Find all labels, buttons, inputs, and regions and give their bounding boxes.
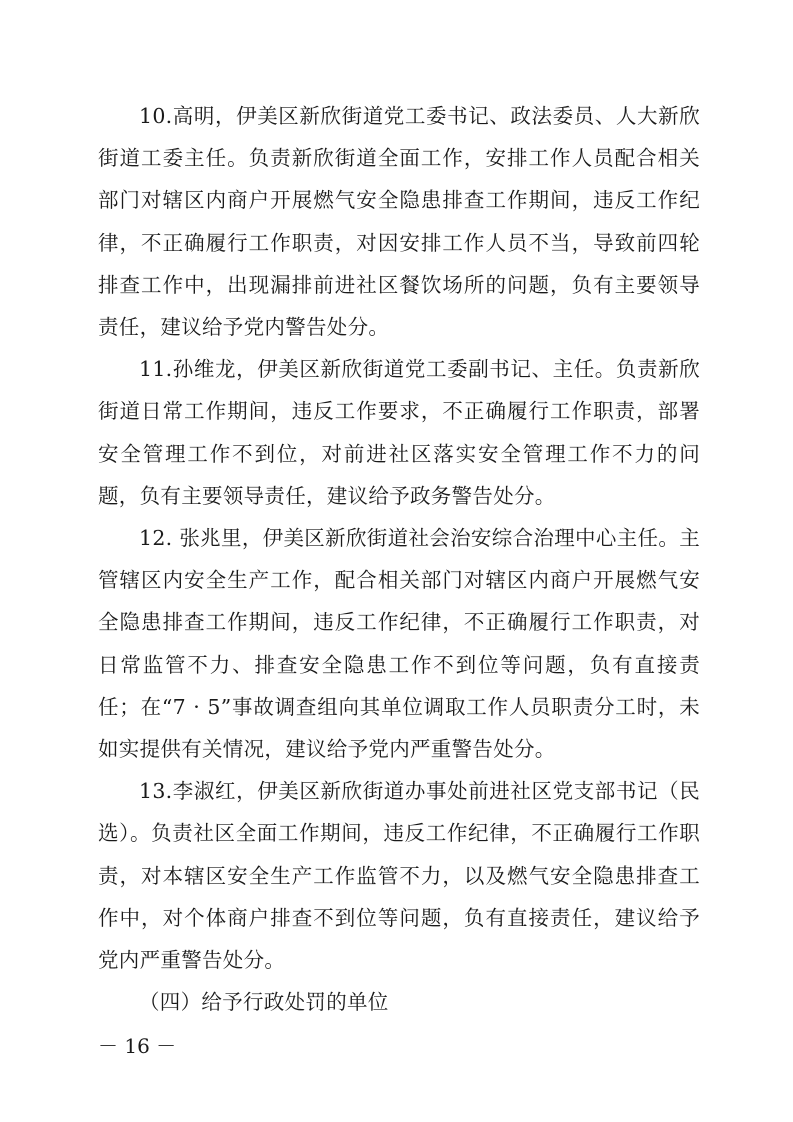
paragraph-item-12: 12. 张兆里，伊美区新欣街道社会治安综合治理中心主任。主管辖区内安全生产工作，配合相关部门对辖区内商户开展燃气安全隐患排查工作期间，违反工作纪律，不正确履行工作职责，对日常监管不力、排查安全隐患工作不到位等问题，负有直接责任；在“7 · 5”事故调查组向其单位调取工作人员职责分工时，未如实提供有关情况，建议给予党内严重警告处分。 — [98, 526, 700, 762]
paragraph-item-10: 10.高明，伊美区新欣街道党工委书记、政法委员、人大新欣街道工委主任。负责新欣街道全面工作，安排工作人员配合相关部门对辖区内商户开展燃气安全隐患排查工作期间，违反工作纪律，不正确履行工作职责，对因安排工作人员不当，导致前四轮排查工作中，出现漏排前进社区餐饮场所的问题，负有主要领导责任，建议给予党内警告处分。 — [98, 104, 700, 340]
document-body — [98, 95, 700, 1023]
page-number: － 16 － — [98, 1034, 177, 1058]
section-heading: （四）给予行政处罚的单位 — [139, 990, 389, 1015]
paragraph-item-11: 11.孙维龙，伊美区新欣街道党工委副书记、主任。负责新欣街道日常工作期间，违反工作要求，不正确履行工作职责，部署安全管理工作不到位，对前进社区落实安全管理工作不力的问题，负有主要领导责任，建议给予政务警告处分。 — [98, 357, 700, 508]
paragraph-item-13: 13.李淑红，伊美区新欣街道办事处前进社区党支部书记（民选）。负责社区全面工作期间，违反工作纪律，不正确履行工作职责，对本辖区安全生产工作监管不力，以及燃气安全隐患排查工作中，对个体商户排查不到位等问题，负有直接责任，建议给予党内严重警告处分。 — [98, 779, 700, 973]
